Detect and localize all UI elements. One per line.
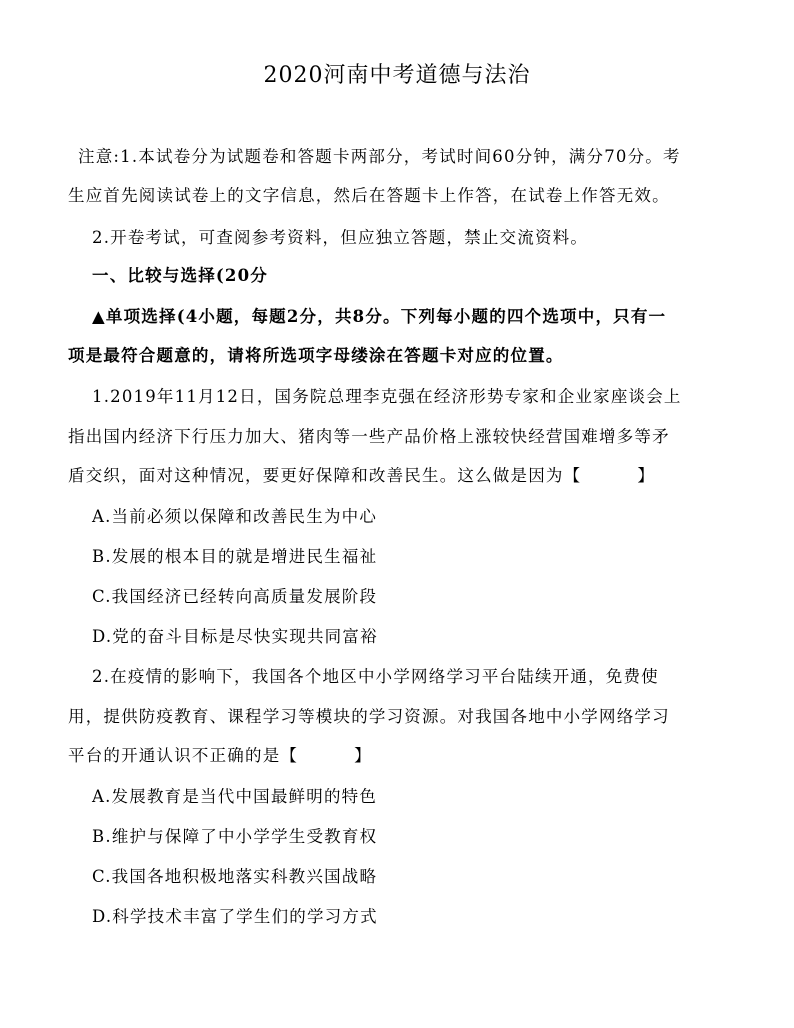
- question-1-stem-text: 盾交织，面对这种情况，要更好保障和改善民生。这么做是因为【: [68, 466, 582, 485]
- question-2-stem-line-2: 用，提供防疫教育、课程学习等模块的学习资源。对我国各地中小学网络学习: [68, 707, 670, 726]
- section-heading: 一、比较与选择(20分: [92, 266, 268, 285]
- question-1-stem-line-1: 1.2019年11月12日，国务院总理李克强在经济形势专家和企业家座谈会上: [92, 387, 682, 406]
- notice-line-2: 生应首先阅读试卷上的文字信息，然后在答题卡上作答，在试卷上作答无效。: [68, 186, 670, 205]
- notice-line-3: 2.开卷考试，可查阅参考资料，但应独立答题，禁止交流资料。: [92, 228, 589, 247]
- bracket-close: 】: [637, 466, 656, 485]
- instruction-line-1: ▲单项选择(4小题，每题2分，共8分。下列每小题的四个选项中，只有一: [92, 307, 667, 326]
- question-1-option-b: B.发展的根本目的就是增进民生福祉: [92, 547, 378, 566]
- question-2-stem-line-3: [68, 744, 372, 768]
- question-1-stem-line-3: [68, 464, 655, 488]
- question-2-stem-line-1: 2.在疫情的影响下，我国各个地区中小学网络学习平台陆续开通，免费使: [92, 667, 659, 686]
- notice-line-1: 注意:1.本试卷分为试题卷和答题卡两部分，考试时间60分钟，满分70分。考: [78, 147, 681, 166]
- page-title: 2020河南中考道德与法治: [263, 63, 531, 88]
- question-1-stem-line-2: 指出国内经济下行压力加大、猪肉等一些产品价格上涨较快经营国难增多等矛: [68, 427, 670, 446]
- bracket-close: 】: [354, 746, 372, 765]
- question-2-option-d: D.科学技术丰富了学生们的学习方式: [92, 907, 378, 926]
- instruction-line-2: 项是最符合题意的，请将所选项字母缕涂在答题卡对应的位置。: [68, 346, 564, 365]
- question-2-option-b: B.维护与保障了中小学学生受教育权: [92, 827, 378, 846]
- question-2-option-a: A.发展教育是当代中国最鲜明的特色: [92, 787, 378, 806]
- question-2-option-c: C.我国各地积极地落实科教兴国战略: [92, 867, 378, 886]
- question-2-stem-text: 平台的开通认识不正确的是【: [68, 746, 299, 765]
- question-1-option-d: D.党的奋斗目标是尽快实现共同富裕: [92, 627, 378, 646]
- question-1-option-c: C.我国经济已经转向高质量发展阶段: [92, 587, 378, 606]
- question-1-option-a: A.当前必须以保障和改善民生为中心: [92, 507, 378, 526]
